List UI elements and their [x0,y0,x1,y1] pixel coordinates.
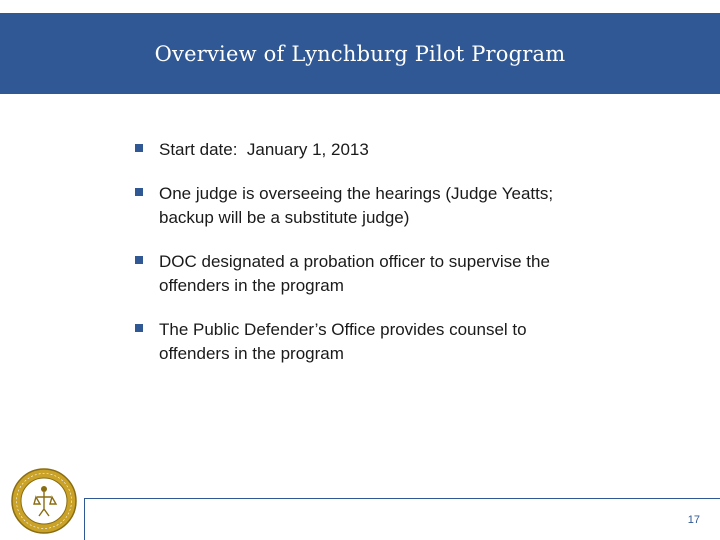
bullet-item [135,138,655,162]
bullet-text: DOC designated a probation officer to supervise the offenders in the program [159,252,550,295]
square-bullet-icon [135,144,143,152]
bullet-item [135,318,655,366]
bullet-item [135,182,655,230]
square-bullet-icon [135,188,143,196]
square-bullet-icon [135,324,143,332]
bullet-text: One judge is overseeing the hearings (Judge Yeatts; backup will be a substitute judge) [159,184,554,227]
bullet-item [135,250,655,298]
commission-seal-icon [10,467,78,535]
square-bullet-icon [135,256,143,264]
bullet-text: Start date: January 1, 2013 [159,140,369,159]
bullet-text: The Public Defender’s Office provides counsel to offenders in the program [159,320,527,363]
footer-divider [84,498,720,499]
bullet-list [135,138,655,386]
footer-divider-vertical [84,498,85,540]
slide-title: Overview of Lynchburg Pilot Program [154,41,566,66]
page-number: 17 [687,514,700,526]
